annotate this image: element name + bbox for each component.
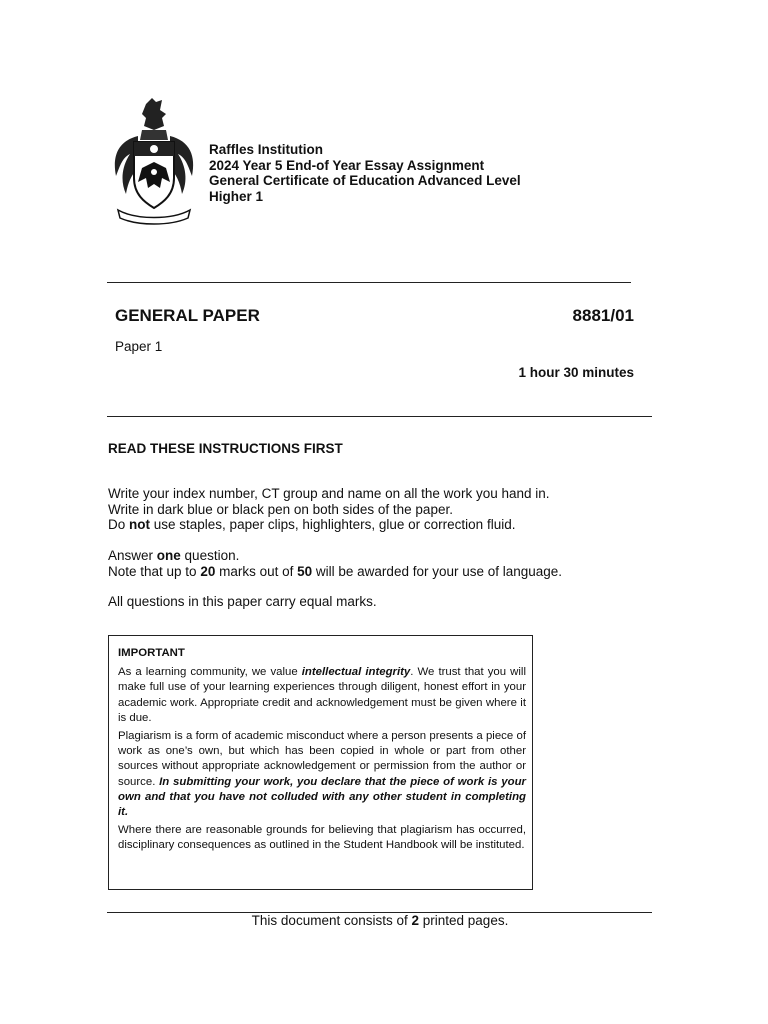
instruction-line	[108, 548, 562, 564]
instruction-line: Write your index number, CT group and name on all the work you hand in.	[108, 486, 550, 501]
text-span: As a learning community, we value	[118, 666, 302, 679]
text-span: . We trust that you will make full use of your learning experiences through diligent, honest effort in your academic work. Appropriate credit and acknowledgement must be given where it is due.	[118, 666, 526, 724]
emphasis: 20	[200, 563, 216, 579]
text-span: question.	[180, 548, 240, 563]
text-span: printed pages.	[419, 913, 509, 928]
notice-paragraph	[118, 665, 526, 726]
text-span: marks out of	[215, 563, 298, 579]
instruction-line	[108, 564, 562, 580]
exam-duration: 1 hour 30 minutes	[518, 365, 634, 380]
crest-icon	[108, 96, 200, 226]
text-span: This document consists of	[251, 913, 412, 928]
emphasis: 2	[411, 913, 420, 928]
text-span: will be awarded for your use of language.	[312, 563, 563, 579]
emphasis: In submitting your work, you declare that the piece of work is your own and that you have not colluded with any other student in completing it.	[118, 775, 526, 819]
text-span: Note that up to	[108, 563, 201, 579]
emphasis: not	[129, 517, 151, 532]
assignment-title: 2024 Year 5 End-of Year Essay Assignment	[209, 157, 485, 173]
instructions-heading: READ THESE INSTRUCTIONS FIRST	[108, 441, 343, 456]
text-span: Plagiarism is a form of academic misconduct where a person presents a piece of work as one’s own, but which has been copied in whole or part from other sources without appropriate acknowledgement or permission from the author or source.	[118, 730, 526, 788]
institution-name: Raffles Institution	[209, 142, 323, 157]
divider	[107, 416, 652, 417]
text-span: use staples, paper clips, highlighters, glue or correction fluid.	[150, 517, 516, 532]
text-span: Answer	[108, 548, 157, 563]
notice-paragraph	[118, 729, 526, 820]
paper-number: Paper 1	[115, 339, 163, 354]
instructions-block-2	[108, 548, 562, 579]
level-name: Higher 1	[209, 189, 264, 205]
notice-paragraph: Where there are reasonable grounds for believing that plagiarism has occurred, disciplinary consequences as outlined in the Student Handbook will be instituted.	[118, 824, 526, 852]
text-span: Do	[108, 517, 130, 532]
emphasis: intellectual integrity	[301, 666, 411, 679]
emphasis: one	[156, 548, 181, 563]
page-count-footer	[108, 913, 652, 928]
instruction-line: Write in dark blue or black pen on both sides of the paper.	[108, 501, 453, 517]
divider	[107, 282, 631, 283]
instruction-line	[108, 517, 550, 533]
school-crest	[108, 96, 200, 226]
important-title: IMPORTANT	[118, 647, 185, 659]
certificate-name: General Certificate of Education Advanced Level	[209, 173, 521, 189]
emphasis: 50	[297, 563, 313, 579]
instructions-block-1	[108, 486, 550, 533]
important-notice-box	[108, 635, 533, 890]
subject-title: GENERAL PAPER	[115, 306, 260, 325]
instruction-line: All questions in this paper carry equal marks.	[108, 594, 377, 609]
subject-code: 8881/01	[572, 306, 634, 325]
document-header	[209, 142, 521, 205]
